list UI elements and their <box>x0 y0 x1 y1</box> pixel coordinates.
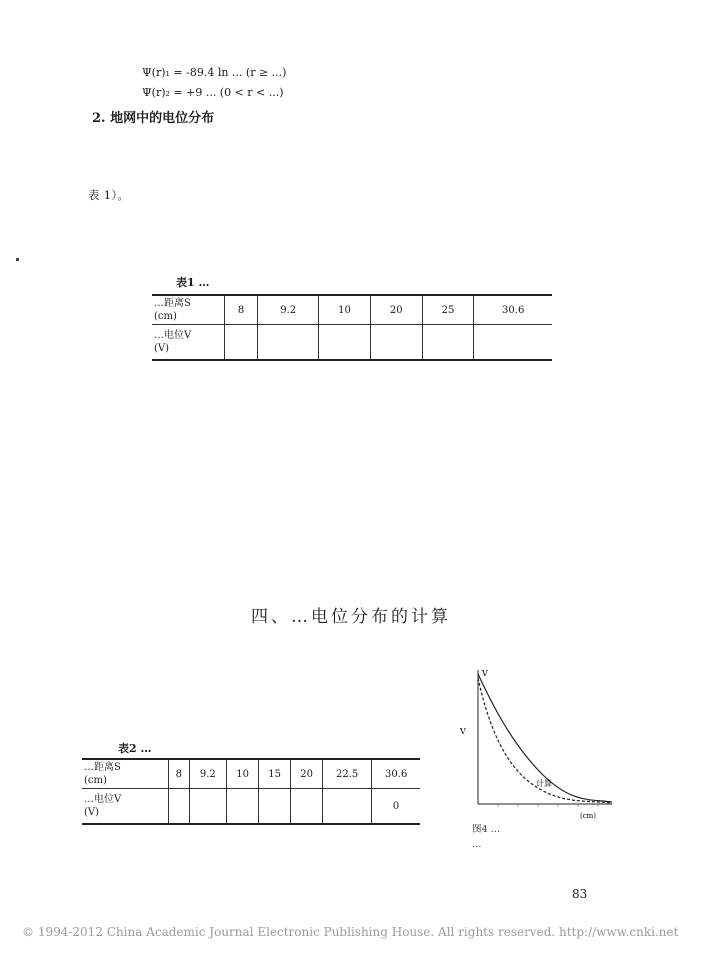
table-cell <box>227 789 259 825</box>
table-cell <box>258 325 319 361</box>
copyright-footer: © 1994-2012 China Academic Journal Electronic Publishing House. All rights reserved. http://www.cnki.net <box>22 925 679 939</box>
label-line: …电位V <box>84 794 122 805</box>
table-cell: 9.2 <box>189 759 227 789</box>
table-cell: 8 <box>225 295 258 325</box>
table-cell <box>169 789 190 825</box>
table-cell: 10 <box>227 759 259 789</box>
table-2-caption: 表2 … <box>118 742 152 755</box>
table-cell-label <box>82 789 169 825</box>
label-line: (cm) <box>154 311 177 322</box>
table-cell <box>474 325 552 361</box>
formula-1: Ψ(r)₁ = -89.4 ln ... (r ≥ ...) <box>142 66 287 79</box>
table-row <box>82 789 420 825</box>
caption-line: 图4 … <box>472 824 501 835</box>
label-line: (V) <box>84 807 100 818</box>
table-cell <box>259 789 291 825</box>
table-row <box>152 325 552 361</box>
table-cell <box>225 325 258 361</box>
table-cell: 30.6 <box>474 295 552 325</box>
table-cell-label <box>152 295 225 325</box>
table-row <box>82 759 420 789</box>
table-cell: 0 <box>372 789 420 825</box>
table-cell <box>319 325 371 361</box>
table-cell: 10 <box>319 295 371 325</box>
paragraph-line: 表 1）。 <box>88 188 130 202</box>
table-cell: 22.5 <box>323 759 372 789</box>
table-cell: 30.6 <box>372 759 420 789</box>
label-line: (cm) <box>84 775 107 786</box>
paragraph-2 <box>88 186 612 205</box>
scan-speck <box>16 258 19 261</box>
figure-x-label: (cm) <box>580 812 597 820</box>
table-cell: 20 <box>370 295 422 325</box>
figure-curve-label-2: 计算 <box>536 779 552 788</box>
section-2-heading: 2. 地网中的电位分布 <box>92 111 215 126</box>
table-cell <box>422 325 474 361</box>
table-1 <box>152 294 552 361</box>
table-cell-label <box>152 325 225 361</box>
table-cell <box>370 325 422 361</box>
formula-2: Ψ(r)₂ = +9 ... (0 < r < ...) <box>142 86 284 99</box>
table-cell-label <box>82 759 169 789</box>
label-line: …距离S <box>84 762 121 773</box>
table-cell <box>323 789 372 825</box>
table-row <box>152 295 552 325</box>
table-cell: 8 <box>169 759 190 789</box>
label-line: (V) <box>154 343 170 354</box>
table-cell <box>291 789 323 825</box>
figure-y-top-label: V <box>482 669 488 678</box>
label-line: …距离S <box>154 298 191 309</box>
table-cell: 15 <box>259 759 291 789</box>
page-number: 83 <box>572 887 588 901</box>
table-cell: 9.2 <box>258 295 319 325</box>
table-cell: 25 <box>422 295 474 325</box>
section-4-heading: 四、…电位分布的计算 <box>251 607 451 627</box>
figure-4-caption <box>472 822 500 852</box>
table-2 <box>82 758 420 825</box>
table-1-caption: 表1 … <box>176 276 210 289</box>
table-cell <box>189 789 227 825</box>
label-line: …电位V <box>154 330 192 341</box>
figure-y-label: V <box>460 727 466 736</box>
caption-line: … <box>472 839 482 850</box>
table-cell: 20 <box>291 759 323 789</box>
